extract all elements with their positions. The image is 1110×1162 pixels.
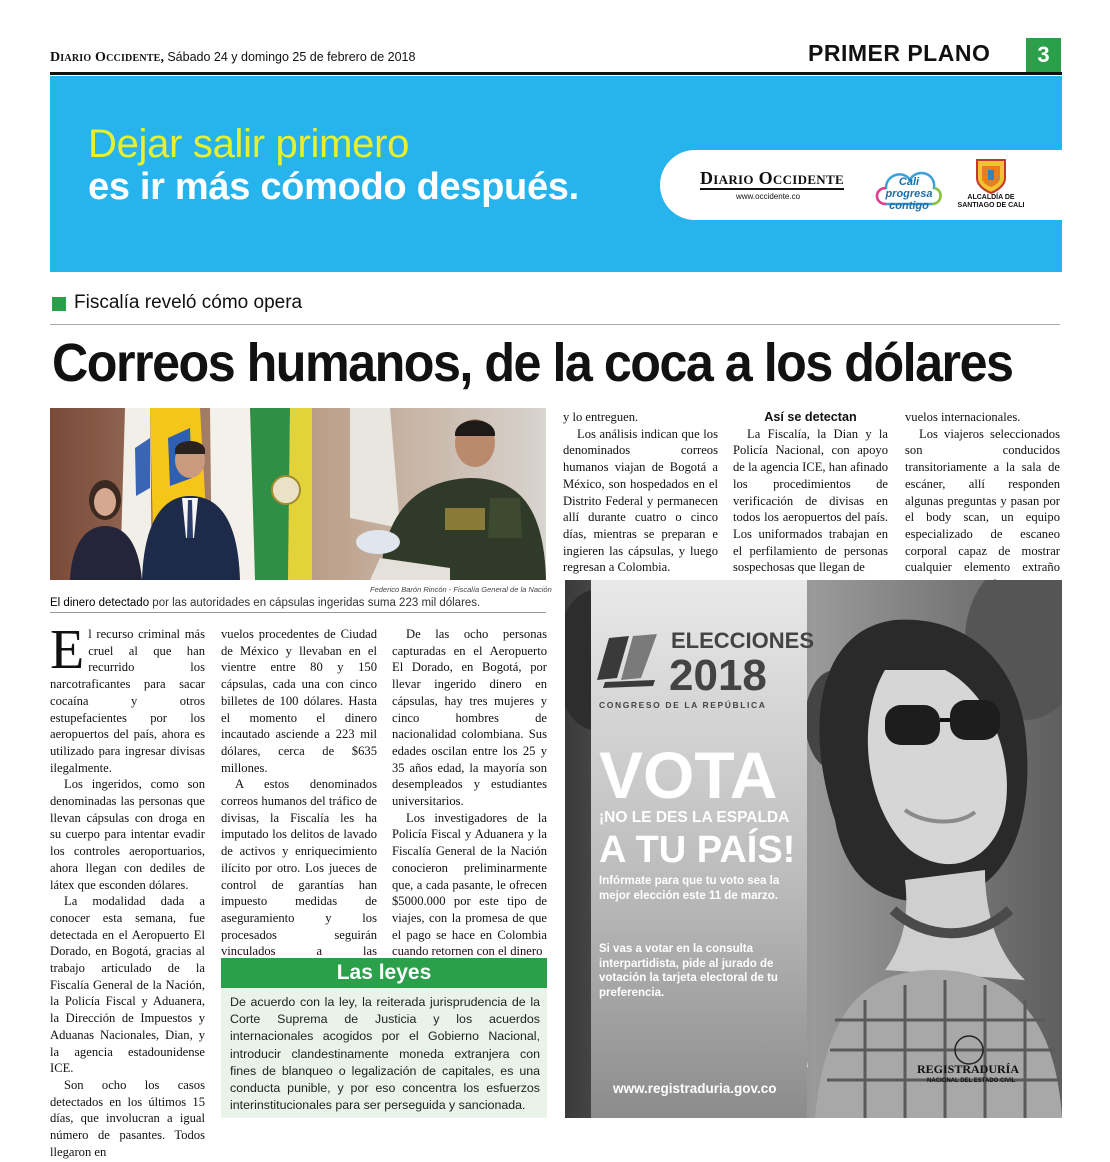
ad-elecciones: ELECCIONES: [671, 628, 815, 653]
photo-credit: Federico Barón Rincón - Fiscalía General de la Nación: [370, 585, 552, 594]
masthead-line: [50, 50, 415, 66]
photo-caption-lead: El dinero detectado: [50, 597, 150, 609]
kicker-rule: [50, 324, 1060, 325]
photo-caption-rest: por las autoridades en cápsulas ingeridas suma 223 mil dólares.: [149, 597, 481, 609]
banner-brand-logo: Diario Occidente: [700, 168, 844, 188]
page-number: 3: [1026, 38, 1061, 72]
article-column-2: [221, 626, 377, 977]
section-title: PRIMER PLANO: [808, 40, 991, 66]
ad-url: www.registraduria.gov.co: [613, 1081, 777, 1096]
article-paragraph: Los investigadores de la Policía Fiscal y Aduanera y la Fiscalía General de la Nación conocieron preliminarmente que, a cada pasante, le ofrecen $5000.000 por este tipo de viajes, con la promesa de que el pago se hace en Colombia cuando retornen con el dinero: [392, 810, 547, 959]
alcaldia-label: ALCALDÍA DE SANTIAGO DE CALI: [957, 194, 1025, 209]
leyes-title: Las leyes: [221, 958, 547, 988]
ad-registraduria-sub: NACIONAL DEL ESTADO CIVIL: [927, 1078, 1016, 1084]
election-ad: [565, 580, 1062, 1118]
photo-caption: [50, 597, 480, 609]
cali-cloud-logo-text: Cali progresa contigo: [885, 176, 933, 212]
article-column-4: [563, 409, 718, 576]
header-rule: [50, 72, 1062, 75]
masthead-brand: Diario Occidente,: [50, 50, 165, 65]
banner-slogan-line2: es ir más cómodo después.: [88, 166, 579, 208]
ad-year: 2018: [669, 651, 767, 700]
kicker-square-icon: [52, 297, 66, 311]
article-headline: Correos humanos, de la coca a los dólares: [52, 333, 1013, 393]
article-column-3: [392, 626, 547, 960]
ad-vota: VOTA: [599, 738, 778, 812]
ad-info2: Si vas a votar en la consulta interpartidista, pide al jurado de votación la tarjeta electoral de tu preferencia.: [599, 943, 778, 999]
article-paragraph: Los ingeridos, como son denominadas las personas que llevan cápsulas con droga en su cuerpo para intentar evadir los controles aeroportuarios, ahora llegan con dediles de látex que esconden dólares.: [50, 777, 205, 892]
article-column-5: [733, 409, 888, 576]
banner-slogan-line1: Dejar salir primero: [88, 122, 410, 166]
drop-cap: E: [50, 619, 85, 681]
cali-shield-icon: [974, 158, 1008, 194]
subheading: Así se detectan: [764, 410, 857, 424]
article-paragraph: A estos denominados correos humanos del tráfico de divisas, la Fiscalía les ha imputado los delitos de lavado de activos y enriquecimiento ilícito por otro. Los jueces de control de garantías han impuesto medidas de aseguramiento y los procesados seguirán vinculados a las: [221, 777, 377, 959]
article-paragraph: vuelos procedentes de Ciudad de México y llevaban en el vientre entre 80 y 150 cápsulas, cada una con cinco billetes de 100 dólares. Hasta el momento el dinero incautado asciende a 223 mil dólares, cerca de $635 millones.: [221, 627, 377, 775]
article-paragraph: Son ocho los casos detectados en los últimos 15 días, que involucran a igual número de pasantes. Todos llegaron en: [50, 1077, 205, 1159]
banner-url: www.occidente.co: [736, 192, 801, 201]
article-column-6: [905, 409, 1060, 593]
ad-pais: A TU PAÍS!: [599, 829, 796, 871]
issue-date: Sábado 24 y domingo 25 de febrero de 2018: [167, 50, 416, 64]
ad-info1: Infórmate para que tu voto sea la mejor elección este 11 de marzo.: [599, 875, 780, 902]
paragraph-text: l recurso criminal más cruel al que han recurrido los narcotraficantes para sacar cocaína y otros estupefacientes por los aeropuertos del país, ahora es utilizado para ingresar divisas ilegalmente.: [50, 627, 205, 775]
leyes-text: De acuerdo con la ley, la reiterada jurisprudencia de la Corte Suprema de Justicia y los acuerdos internacionales acogidos por el Gobierno Nacional, introducir clandestinamente moneda extranjera con fines de blanqueo o legalización de capitales, es una conducta punible, y por eso concentra los esfuerzos interinstitucionales para ser perseguida y sancionada.: [230, 995, 540, 1113]
article-column-1: [50, 619, 205, 1161]
article-paragraph: y lo entreguen.: [563, 410, 639, 424]
article-paragraph: La Fiscalía, la Dian y la Policía Nacional, con apoyo de la agencia ICE, han afinado los procedimientos de verificación de divisas en todos los aeropuertos del país. Los uniformados trabajan en el perfilamiento de personas sospechosas que llegan de: [733, 426, 888, 575]
caption-rule: [50, 612, 546, 613]
ad-registraduria: REGISTRADURÍA: [917, 1062, 1020, 1076]
article-paragraph: Los análisis indican que los denominados correos humanos viajan de Bogotá a México, son hospedados en el Distrito Federal y permanecen allí durante cuatro o cinco días, mientras se preparan e ingieren las cápsulas, y luego regresan a Colombia.: [563, 426, 718, 575]
article-paragraph: Los viajeros seleccionados son conducidos transitoriamente a la sala de escáner, allí responden algunas preguntas y pasan por el body scan, un equipo especializado de escaneo corporal capaz de mostrar cualquier elemento extraño: [905, 426, 1060, 575]
article-paragraph: [50, 619, 205, 776]
ad-espalda: ¡NO LE DES LA ESPALDA: [599, 809, 790, 826]
ad-congreso: CONGRESO DE LA REPÚBLICA: [599, 700, 767, 710]
press-conference-photo: [50, 408, 546, 580]
article-paragraph: La modalidad dada a conocer esta semana, fue detectada en el Aeropuerto El Dorado, en Bogotá, gracias al trabajo articulado de la Fiscalía General de la Nación, la Policía Fiscal y Aduanera, la Dirección de Impuestos y Aduanas Nacionales, Dian, y la agencia estadounidense ICE.: [50, 894, 205, 1076]
article-paragraph: De las ocho personas capturadas en el Aeropuerto El Dorado, en Bogotá, por llevar ingerido dinero en cápsulas, hay tres mujeres y cinco hombres de nacionalidad colombiana. Sus edades oscilan entre los 25 y 35 años edad, la mayoría son desempleados y estudiantes universitarios.: [392, 627, 547, 809]
article-kicker: Fiscalía reveló cómo opera: [74, 292, 303, 313]
article-paragraph: vuelos internacionales.: [905, 410, 1021, 424]
